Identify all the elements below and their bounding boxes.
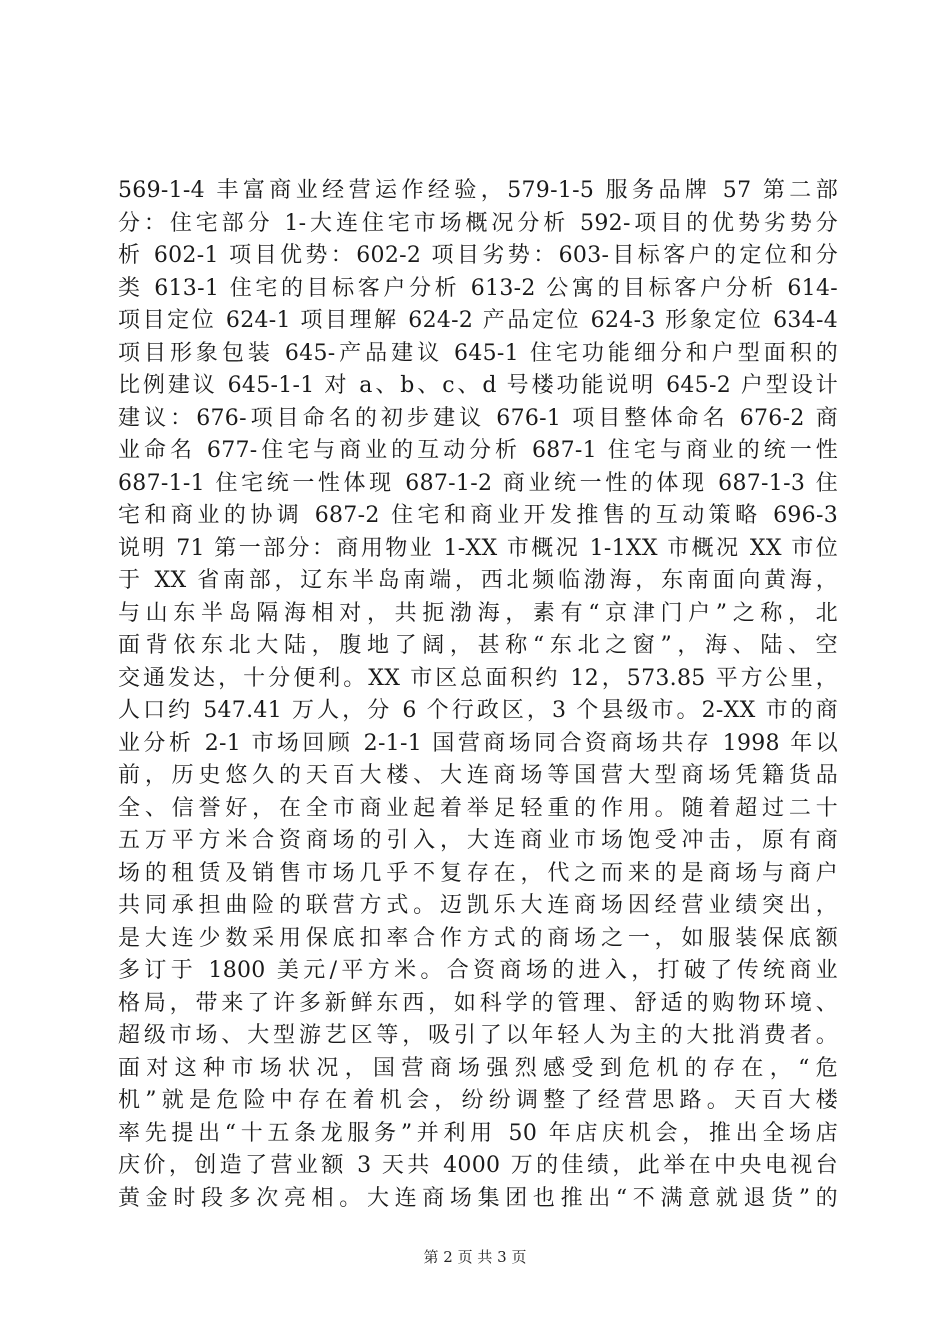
- text-line: 交通发达，十分便利。XX 市区总面积约 12，573.85 平方公里，: [118, 665, 838, 691]
- text-line: 业命名 677-住宅与商业的互动分析 687-1 住宅与商业的统一性: [118, 438, 838, 463]
- text-line: 率先提出“十五条龙服务”并利用 50 年店庆机会，推出全场店: [118, 1120, 838, 1146]
- text-line: 说明 71 第一部分：商用物业 1-XX 市概况 1-1XX 市概况 XX 市位: [118, 535, 838, 561]
- body-text: [118, 175, 838, 1215]
- text-line: 建议：676-项目命名的初步建议 676-1 项目整体命名 676-2 商: [118, 405, 838, 431]
- text-line: 569-1-4 丰富商业经营运作经验，579-1-5 服务品牌 57 第二部: [118, 178, 838, 203]
- text-line: 全、信誉好，在全市商业起着举足轻重的作用。随着超过二十: [118, 795, 838, 821]
- text-line: 多订于 1800 美元/平方米。合资商场的进入，打破了传统商业: [118, 958, 838, 983]
- text-line: 五万平方米合资商场的引入，大连商业市场饱受冲击，原有商: [118, 828, 838, 853]
- text-line: 项目形象包装 645-产品建议 645-1 住宅功能细分和户型面积的: [118, 340, 838, 366]
- text-line: 是大连少数采用保底扣率合作方式的商场之一，如服装保底额: [118, 925, 838, 951]
- text-line: 黄金时段多次亮相。大连商场集团也推出“不满意就退货”的: [118, 1185, 838, 1211]
- text-line: 项目定位 624-1 项目理解 624-2 产品定位 624-3 形象定位 634-4: [118, 308, 838, 333]
- text-line: 庆价，创造了营业额 3 天共 4000 万的佳绩，此举在中央电视台: [118, 1153, 838, 1178]
- text-line: 与山东半岛隔海相对，共扼渤海，素有“京津门户”之称，北: [118, 600, 838, 626]
- text-line: 于 XX 省南部，辽东半岛南端，西北频临渤海，东南面向黄海，: [118, 568, 838, 593]
- page-footer: 第 2 页 共 3 页: [423, 1248, 527, 1266]
- text-line: 业分析 2-1 市场回顾 2-1-1 国营商场同合资商场共存 1998 年以: [118, 730, 838, 756]
- text-line: 687-1-1 住宅统一性体现 687-1-2 商业统一性的体现 687-1-3 住: [118, 470, 838, 496]
- text-line: 面对这种市场状况，国营商场强烈感受到危机的存在，“危: [118, 1055, 838, 1081]
- text-line: 宅和商业的协调 687-2 住宅和商业开发推售的互动策略 696-3: [118, 503, 838, 528]
- text-line: 析 602-1 项目优势：602-2 项目劣势：603-目标客户的定位和分: [118, 243, 838, 268]
- text-line: 格局，带来了许多新鲜东西，如科学的管理、舒适的购物环境、: [118, 990, 838, 1016]
- text-line: 比例建议 645-1-1 对 a、b、c、d 号楼功能说明 645-2 户型设计: [118, 373, 838, 398]
- text-line: 超级市场、大型游艺区等，吸引了以年轻人为主的大批消费者。: [118, 1023, 838, 1048]
- text-line: 场的租赁及销售市场几乎不复存在，代之而来的是商场与商户: [118, 860, 838, 886]
- text-line: 面背依东北大陆，腹地了阔，甚称“东北之窗”，海、陆、空: [118, 633, 838, 658]
- text-line: 类 613-1 住宅的目标客户分析 613-2 公寓的目标客户分析 614-: [118, 275, 838, 301]
- text-line: 共同承担曲险的联营方式。迈凯乐大连商场因经营业绩突出，: [118, 893, 838, 918]
- text-line: 机”就是危险中存在着机会，纷纷调整了经营思路。天百大楼: [118, 1088, 838, 1113]
- text-line: 分：住宅部分 1-大连住宅市场概况分析 592-项目的优势劣势分: [118, 210, 838, 236]
- text-line: 人口约 547.41 万人，分 6 个行政区，3 个县级市。2-XX 市的商: [118, 698, 838, 723]
- text-line: 前，历史悠久的天百大楼、大连商场等国营大型商场凭籍货品: [118, 763, 838, 788]
